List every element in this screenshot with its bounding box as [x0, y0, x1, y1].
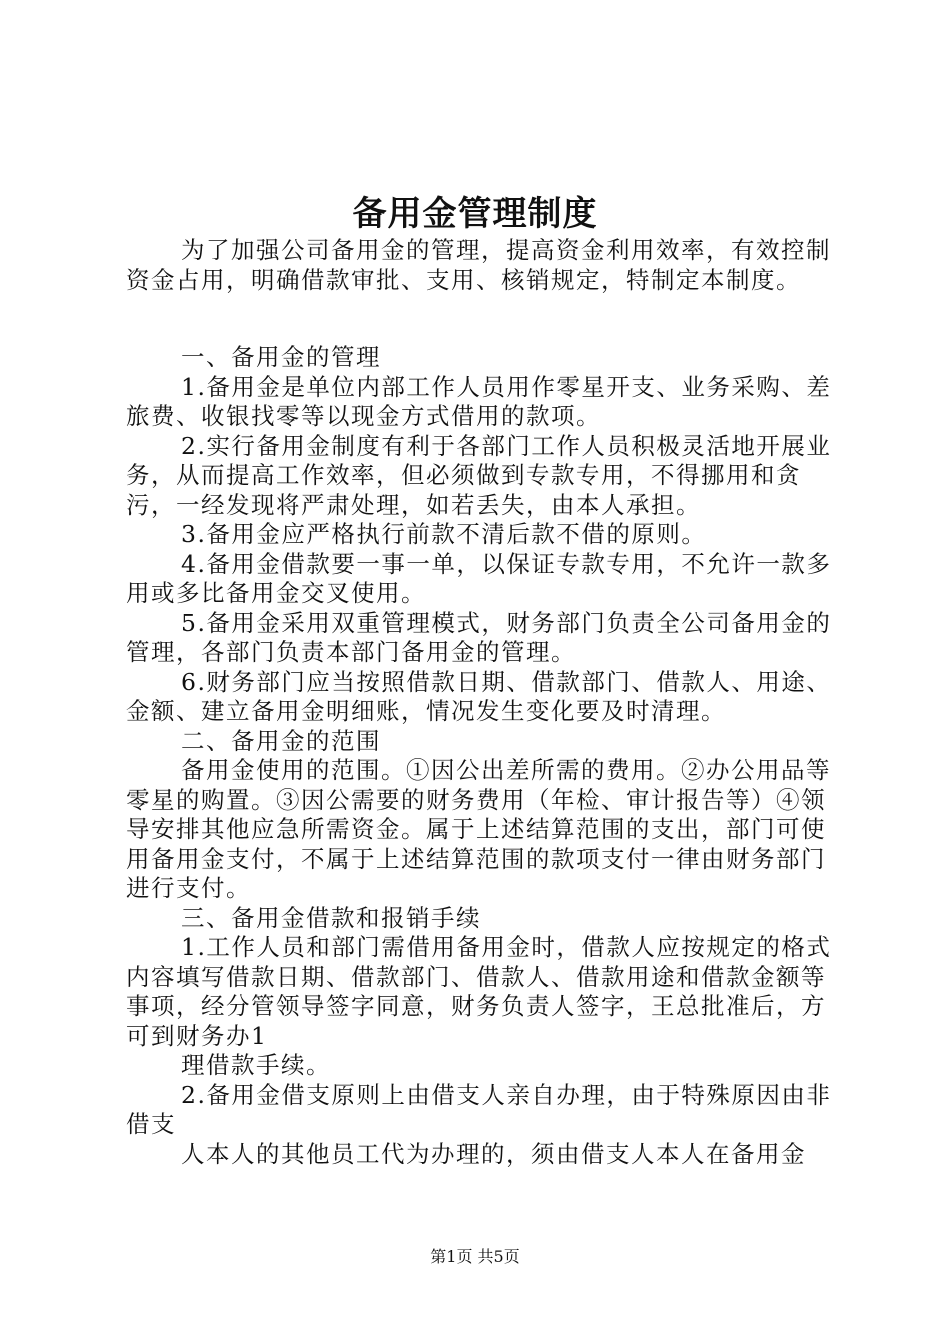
intro-paragraph: 为了加强公司备用金的管理，提高资金利用效率，有效控制资金占用，明确借款审批、支用、核销规定，特制定本制度。 [126, 236, 831, 294]
section-2-heading: 二、备用金的范围 [181, 726, 381, 755]
section-3-item: 2.备用金借支原则上由借支人亲自办理，由于特殊原因由非借支 [126, 1080, 832, 1138]
section-3-item: 人本人的其他员工代为办理的，须由借支人本人在备用金 [181, 1139, 806, 1168]
section-1-item: 3.备用金应严格执行前款不清后款不借的原则。 [181, 520, 707, 548]
section-3-item: 理借款手续。 [181, 1051, 331, 1079]
section-3-item: 1.工作人员和部门需借用备用金时，借款人应按规定的格式内容填写借款日期、借款部门、借款人、借款用途和借款金额等事项，经分管领导签字同意，财务负责人签字，王总批准后，方可到财务办1 [126, 933, 832, 1050]
section-1-heading: 一、备用金的管理 [181, 343, 381, 371]
section-1-item: 1.备用金是单位内部工作人员用作零星开支、业务采购、差旅费、收银找零等以现金方式借用的款项。 [126, 372, 832, 430]
document-body [126, 236, 838, 1169]
section-2-text: 备用金使用的范围。①因公出差所需的费用。②办公用品等零星的购置。③因公需要的财务费用（年检、审计报告等）④领导安排其他应急所需资金。属于上述结算范围的支出，部门可使用备用金支付，不属于上述结算范围的款项支付一律由财务部门进行支付。 [126, 756, 831, 902]
section-1-item: 2.实行备用金制度有利于各部门工作人员积极灵活地开展业务，从而提高工作效率，但必须做到专款专用，不得挪用和贪污，一经发现将严肃处理，如若丢失，由本人承担。 [126, 431, 832, 519]
section-1-item: 6.财务部门应当按照借款日期、借款部门、借款人、用途、金额、建立备用金明细账，情况发生变化要及时清理。 [126, 667, 832, 725]
section-3-heading: 三、备用金借款和报销手续 [181, 903, 481, 932]
section-1-item: 4.备用金借款要一事一单，以保证专款专用，不允许一款多用或多比备用金交叉使用。 [126, 549, 832, 607]
section-1-item: 5.备用金采用双重管理模式，财务部门负责全公司备用金的管理，各部门负责本部门备用金的管理。 [126, 608, 832, 666]
page-footer: 第1页 共5页 [430, 1247, 520, 1266]
paragraph-gap [126, 295, 838, 343]
document-title: 备用金管理制度 [352, 194, 598, 234]
